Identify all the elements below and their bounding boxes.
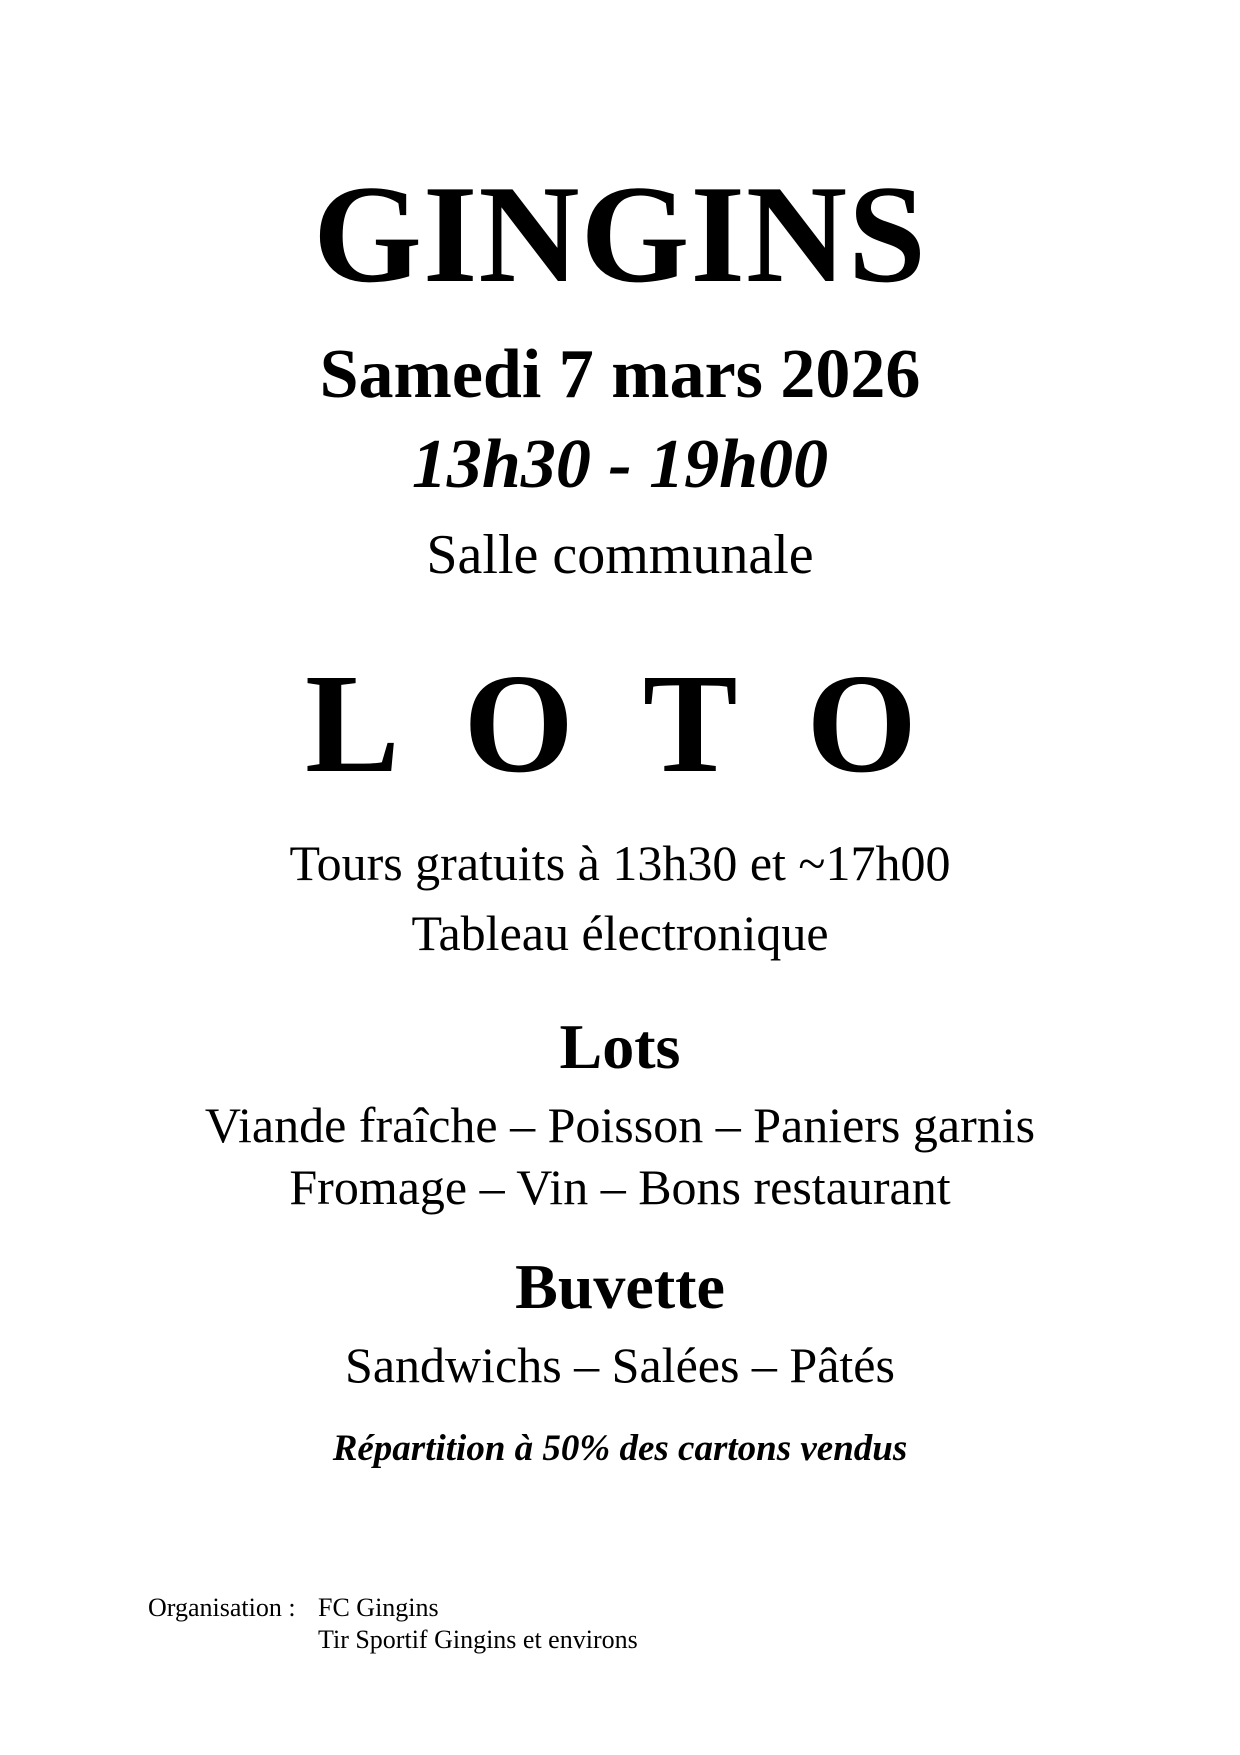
buvette-heading: Buvette <box>515 1251 725 1322</box>
organizer-1: FC Gingins <box>318 1593 439 1622</box>
organisation-label: Organisation : <box>148 1593 296 1622</box>
lots-list-line-1: Viande fraîche – Poisson – Paniers garnis <box>204 1097 1036 1153</box>
prize-distribution-note: Répartition à 50% des cartons vendus <box>332 1428 908 1469</box>
lots-list-line-2: Fromage – Vin – Bons restaurant <box>289 1159 951 1215</box>
lots-heading: Lots <box>559 1011 681 1082</box>
event-venue: Salle communale <box>426 524 814 586</box>
electronic-board-info: Tableau électronique <box>411 905 829 961</box>
event-title: L O T O <box>305 644 935 802</box>
free-rounds-info: Tours gratuits à 13h30 et ~17h00 <box>289 835 951 891</box>
event-time: 13h30 - 19h00 <box>411 426 829 503</box>
town-title: GINGINS <box>313 157 927 312</box>
organizer-2: Tir Sportif Gingins et environs <box>318 1625 638 1654</box>
buvette-list: Sandwichs – Salées – Pâtés <box>345 1337 895 1393</box>
event-date: Samedi 7 mars 2026 <box>319 336 921 413</box>
